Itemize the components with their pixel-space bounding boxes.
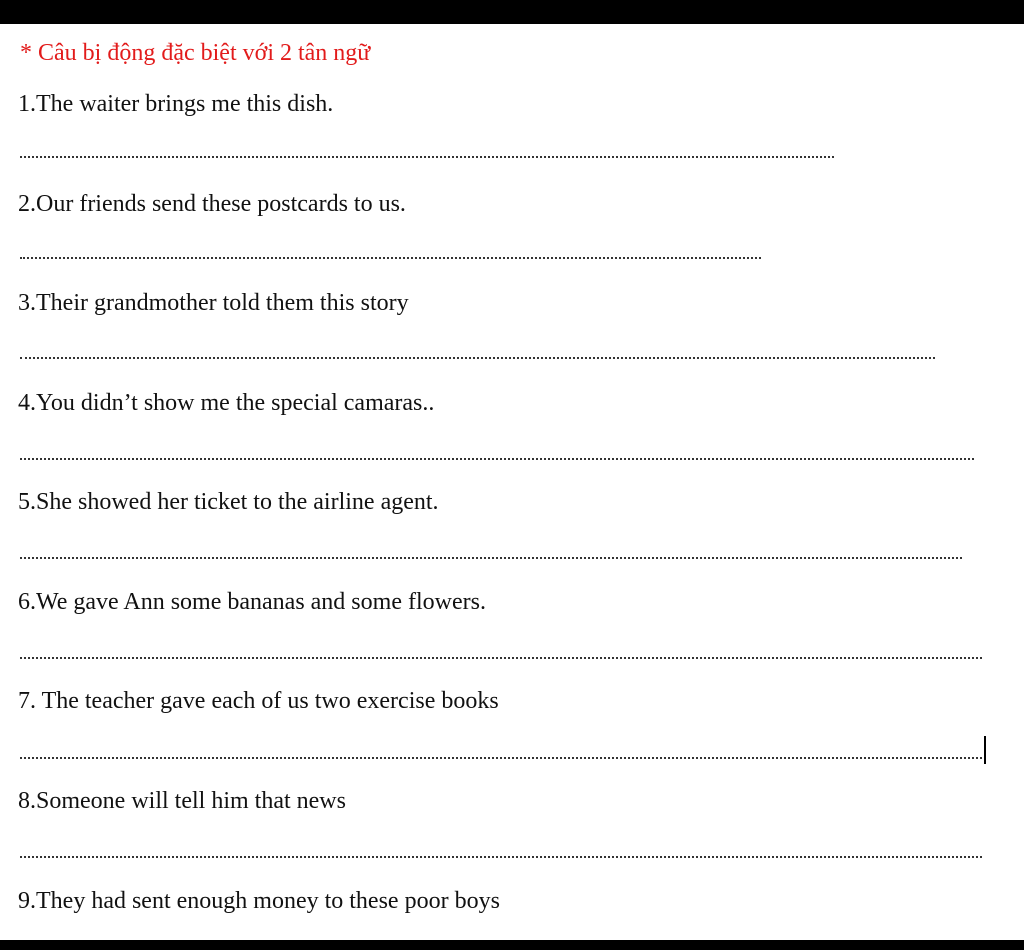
question-7: 7. The teacher gave each of us two exercise books	[18, 688, 499, 714]
question-6: 6.We gave Ann some bananas and some flowers.	[18, 589, 486, 615]
question-2: 2.Our friends send these postcards to us.	[18, 191, 406, 217]
text-cursor	[984, 736, 986, 764]
answer-line-7[interactable]	[20, 757, 982, 759]
answer-line-8[interactable]	[20, 856, 982, 858]
question-1: 1.The waiter brings me this dish.	[18, 91, 334, 117]
question-4: 4.You didn’t show me the special camaras..	[18, 390, 435, 416]
question-3: 3.Their grandmother told them this story	[18, 290, 409, 316]
answer-line-6[interactable]	[20, 657, 982, 659]
answer-line-3[interactable]	[20, 357, 935, 359]
question-8: 8.Someone will tell him that news	[18, 788, 346, 814]
answer-line-1[interactable]	[20, 156, 834, 158]
top-black-border	[0, 0, 1024, 24]
bottom-black-border	[0, 940, 1024, 950]
question-5: 5.She showed her ticket to the airline agent.	[18, 489, 439, 515]
question-9: 9.They had sent enough money to these poor boys	[18, 888, 500, 914]
answer-line-5[interactable]	[20, 557, 962, 559]
answer-line-4[interactable]	[20, 458, 974, 460]
answer-line-2[interactable]	[20, 257, 761, 259]
section-heading: * Câu bị động đặc biệt với 2 tân ngữ	[20, 40, 371, 66]
